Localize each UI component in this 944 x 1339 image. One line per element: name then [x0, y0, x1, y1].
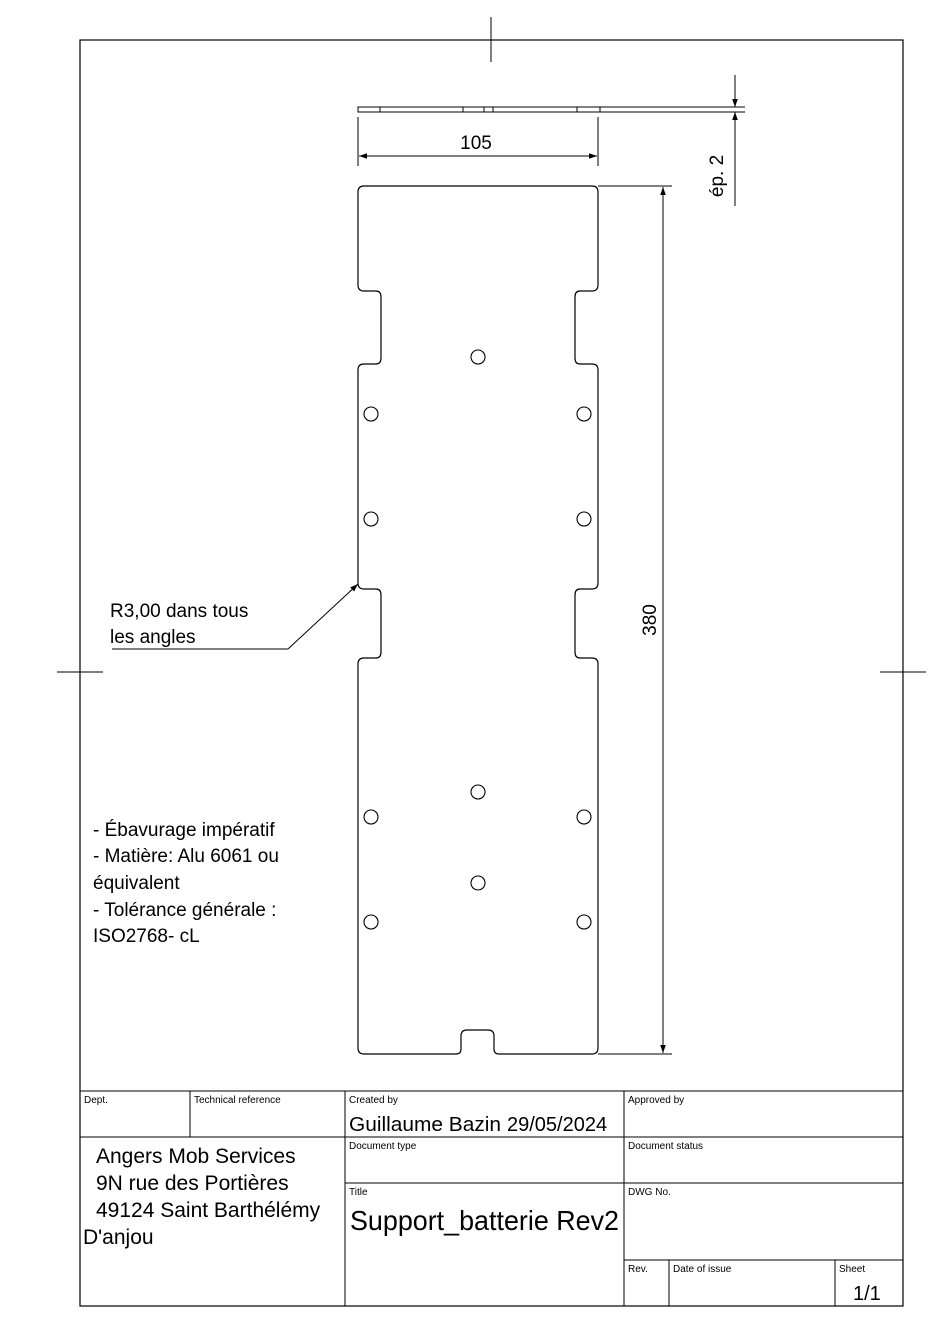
- hole: [577, 915, 591, 929]
- doc-status-label: Document status: [628, 1141, 704, 1152]
- hole: [364, 512, 378, 526]
- tech-ref-label: Technical reference: [194, 1095, 281, 1106]
- mounting-holes: [364, 350, 591, 929]
- created-by-name: Guillaume Bazin: [349, 1114, 501, 1136]
- hole: [577, 407, 591, 421]
- note-line: ISO2768- cL: [93, 926, 200, 947]
- plate-outline: [358, 186, 598, 1054]
- approved-by-label: Approved by: [628, 1095, 685, 1106]
- drawing-title: Support_batterie Rev2: [350, 1205, 619, 1236]
- hole: [364, 810, 378, 824]
- hole: [471, 350, 485, 364]
- company-line: 49124 Saint Barthélémy: [96, 1199, 321, 1222]
- sheet-number: 1/1: [853, 1283, 881, 1305]
- company-line: D'anjou: [83, 1226, 154, 1249]
- date-issue-label: Date of issue: [673, 1264, 732, 1275]
- hole: [471, 785, 485, 799]
- radius-note-line-2: les angles: [110, 627, 196, 648]
- sheet-label: Sheet: [839, 1264, 866, 1275]
- length-label: 380: [640, 604, 661, 636]
- plate-side-view: [358, 107, 745, 112]
- note-line: équivalent: [93, 873, 180, 894]
- hole: [364, 407, 378, 421]
- hole: [471, 876, 485, 890]
- note-line: - Matière: Alu 6061 ou: [93, 846, 279, 867]
- dept-label: Dept.: [84, 1095, 108, 1106]
- created-by-label: Created by: [349, 1095, 398, 1106]
- company-line: 9N rue des Portières: [96, 1172, 289, 1195]
- hole: [577, 810, 591, 824]
- rev-label: Rev.: [628, 1264, 648, 1275]
- company-line: Angers Mob Services: [96, 1145, 296, 1168]
- title-label: Title: [349, 1187, 368, 1198]
- width-label: 105: [460, 133, 492, 154]
- created-by-date: 29/05/2024: [507, 1114, 608, 1136]
- dwg-label: DWG No.: [628, 1187, 671, 1198]
- hole: [577, 512, 591, 526]
- thickness-label: ép. 2: [707, 154, 728, 198]
- doc-type-label: Document type: [349, 1141, 417, 1152]
- note-line: - Tolérance générale :: [93, 900, 277, 921]
- general-notes: [93, 820, 279, 947]
- hole: [364, 915, 378, 929]
- note-line: - Ébavurage impératif: [93, 820, 275, 841]
- radius-note-line-1: R3,00 dans tous: [110, 601, 249, 622]
